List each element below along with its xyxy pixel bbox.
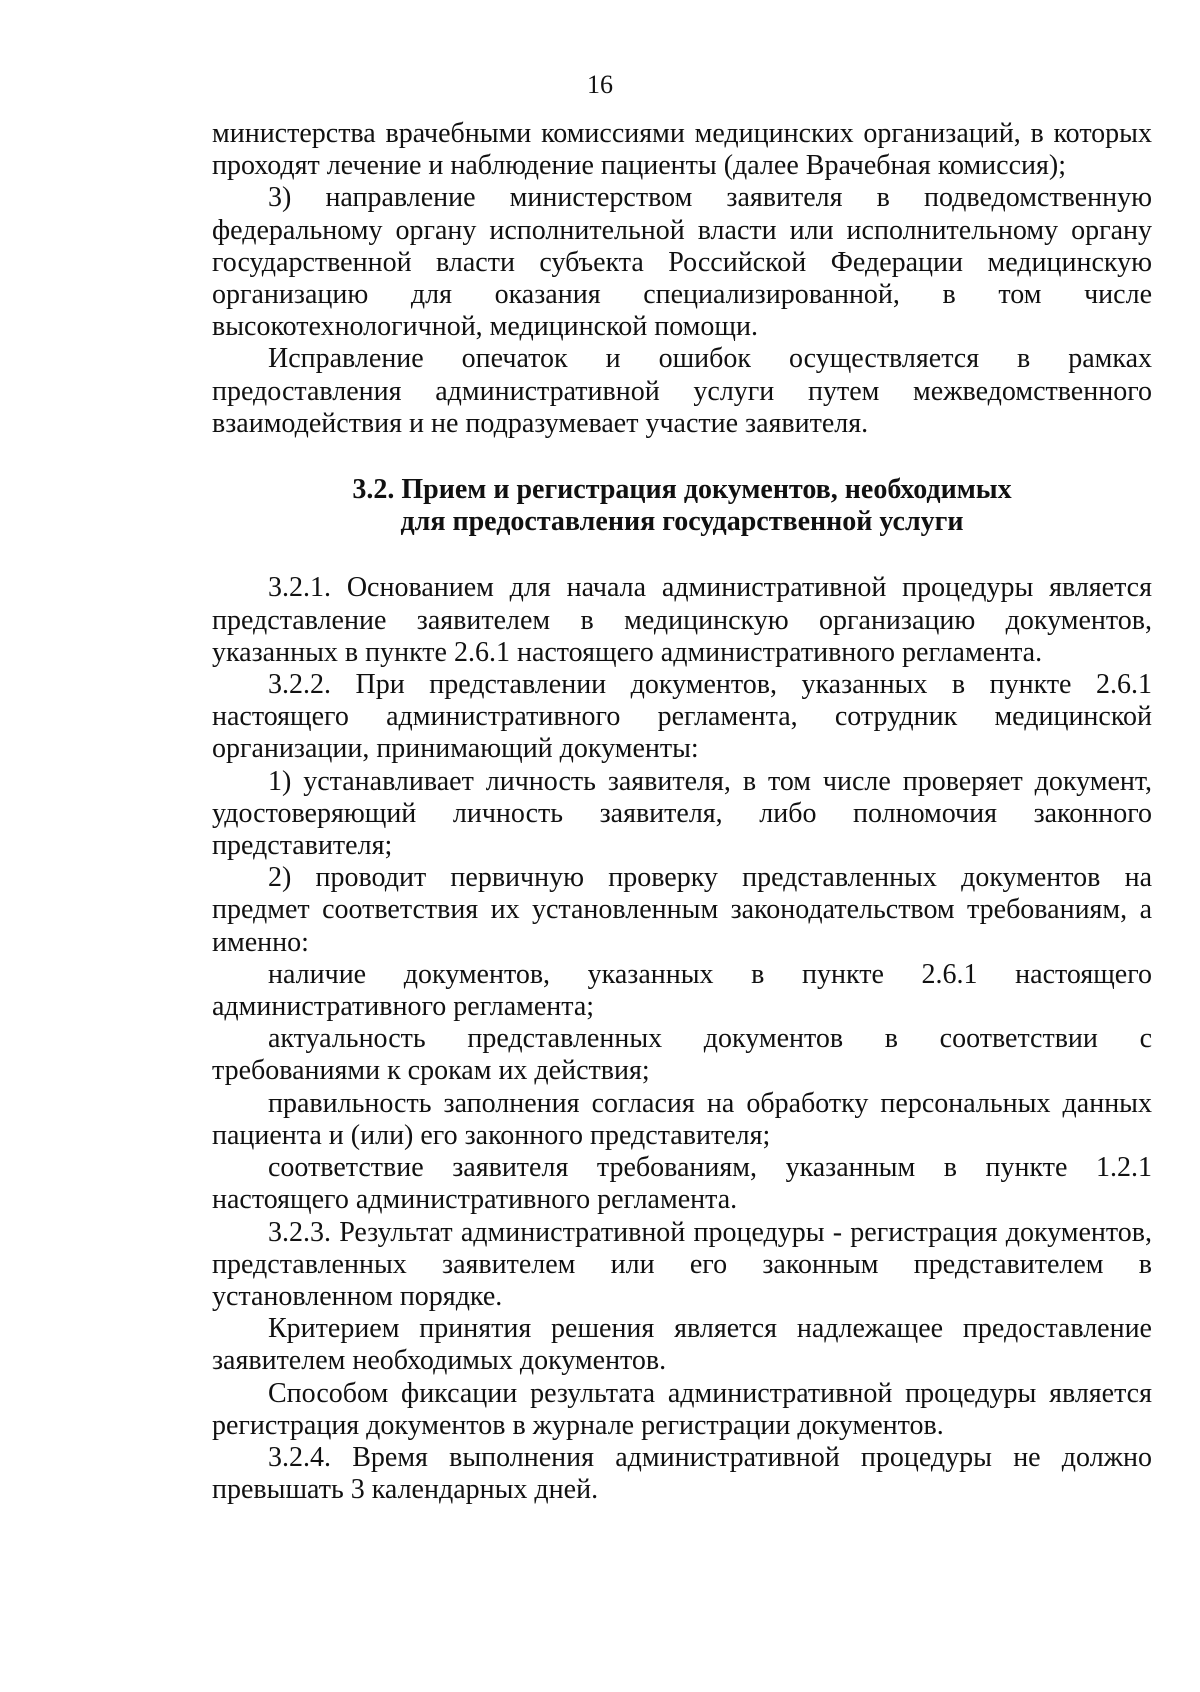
paragraph: Исправление опечаток и ошибок осуществляется в рамках предоставления административной услуги путем межведомственного взаимодействия и не подразумевает участие заявителя. [212,343,1152,439]
paragraph: правильность заполнения согласия на обработку персональных данных пациента и (или) его законного представителя; [212,1087,1152,1151]
section-heading-line-2: для предоставления государственной услуги [400,506,964,538]
paragraph: 3.2.3. Результат административной процедуры - регистрация документов, представленных заявителем или его законным представителем в установленном порядке. [212,1216,1152,1312]
document-body [212,118,1152,1506]
paragraph: 1) устанавливает личность заявителя, в том числе проверяет документ, удостоверяющий личность заявителя, либо полномочия законного представителя; [212,765,1152,862]
paragraphs-top [212,118,1152,440]
paragraph: Критерием принятия решения является надлежащее предоставление заявителем необходимых документов. [212,1313,1152,1377]
paragraph: 2) проводит первичную проверку представленных документов на предмет соответствия их установленным законодательством требованиям, а именно: [212,862,1152,958]
paragraphs-bottom [212,572,1152,1506]
section-heading-line-1: 3.2. Прием и регистрация документов, необходимых [352,474,1012,506]
page-number: 16 [587,70,613,99]
paragraph: актуальность представленных документов в соответствии с требованиями к срокам их действия; [212,1023,1152,1087]
section-heading [212,474,1152,538]
paragraph: 3.2.4. Время выполнения административной процедуры не должно превышать 3 календарных дней. [212,1441,1152,1506]
paragraph: 3.2.2. При представлении документов, указанных в пункте 2.6.1 настоящего административного регламента, сотрудник медицинской организации, принимающий документы: [212,669,1152,765]
paragraph: Способом фиксации результата административной процедуры является регистрация документов в журнале регистрации документов. [212,1377,1152,1441]
paragraph: 3.2.1. Основанием для начала административной процедуры является представление заявителем в медицинскую организацию документов, указанных в пункте 2.6.1 настоящего административного регламента. [212,572,1152,668]
paragraph: наличие документов, указанных в пункте 2.6.1 настоящего административного регламента; [212,958,1152,1023]
paragraph: соответствие заявителя требованиям, указанным в пункте 1.2.1 настоящего административного регламента. [212,1152,1152,1216]
paragraph: 3) направление министерством заявителя в подведомственную федеральному органу исполнительной власти или исполнительному органу государственной власти субъекта Российской Федерации медицинскую организацию для оказания специализированной, в том числе высокотехнологичной, медицинской помощи. [212,182,1152,343]
paragraph: министерства врачебными комиссиями медицинских организаций, в которых проходят лечение и наблюдение пациенты (далее Врачебная комиссия); [212,118,1152,182]
